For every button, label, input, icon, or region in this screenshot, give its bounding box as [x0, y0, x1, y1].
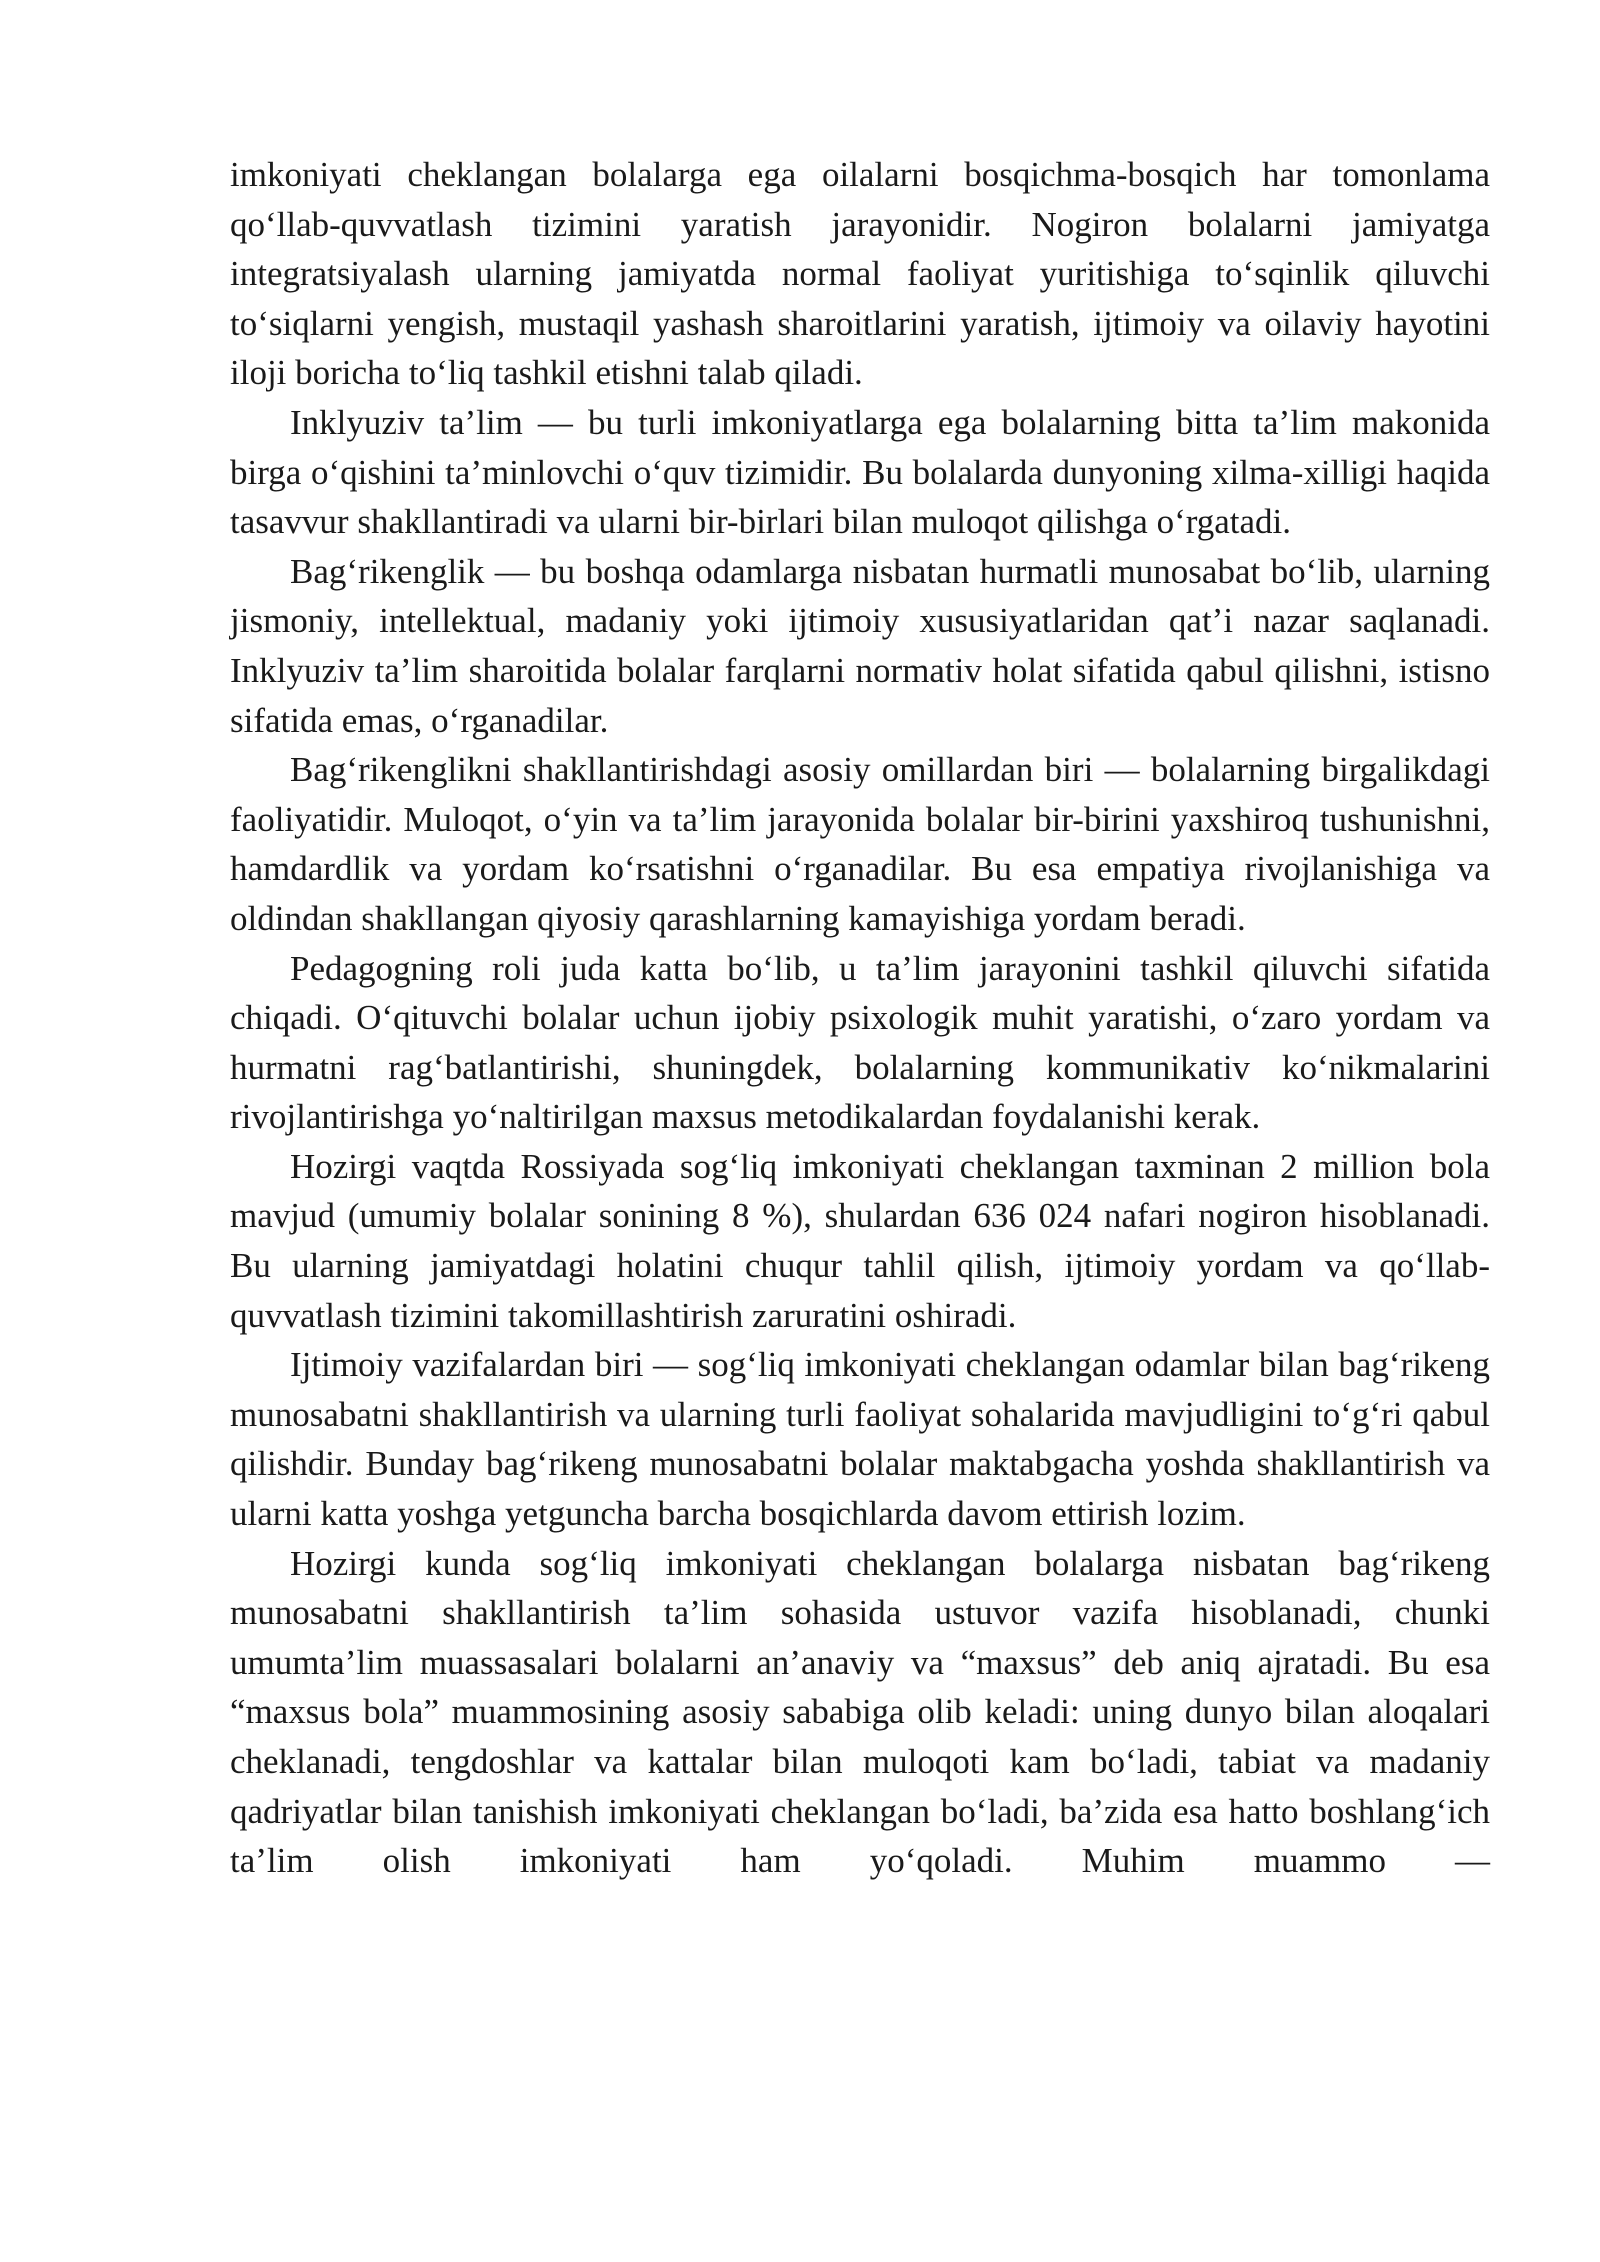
paragraph-5: Pedagogning roli juda katta bo‘lib, u ta’lim jarayonini tashkil qiluvchi sifatida chiqadi. O‘qituvchi bolalar uchun ijobiy psixologik muhit yaratishi, o‘zaro yordam va hurmatni rag‘batlantirishi, shuningdek, bolalarning kommunikativ ko‘nikmalarini rivojlantirishga yo‘naltirilgan maxsus metodikalardan foydalanishi kerak.	[230, 948, 1490, 1137]
paragraph-3: Bag‘rikenglik — bu boshqa odamlarga nisbatan hurmatli munosabat bo‘lib, ularning jismoniy, intellektual, madaniy yoki ijtimoiy xususiyatlaridan qat’i nazar saqlanadi. Inklyuziv ta’lim sharoitida bolalar farqlarni normativ holat sifatida qabul qilishni, istisno sifatida emas, o‘rganadilar.	[230, 551, 1490, 740]
paragraph-1: imkoniyati cheklangan bolalarga ega oilalarni bosqichma-bosqich har tomonlama qo‘llab-quvvatlash tizimini yaratish jarayonidir. Nogiron bolalarni jamiyatga integratsiyalash ularning jamiyatda normal faoliyat yuritishiga to‘sqinlik qiluvchi to‘siqlarni yengish, mustaqil yashash sharoitlarini yaratish, ijtimoiy va oilaviy hayotini iloji boricha to‘liq tashkil etishni talab qiladi.	[230, 155, 1490, 393]
paragraph-4: Bag‘rikenglikni shakllantirishdagi asosiy omillardan biri — bolalarning birgalikdagi faoliyatidir. Muloqot, o‘yin va ta’lim jarayonida bolalar bir-birini yaxshiroq tushunishni, hamdardlik va yordam ko‘rsatishni o‘rganadilar. Bu esa empatiya rivojlanishiga va oldindan shakllangan qiyosiy qarashlarning kamayishiga yordam beradi.	[230, 750, 1490, 938]
document-page	[230, 150, 1490, 1886]
paragraph-2: Inklyuziv ta’lim — bu turli imkoniyatlarga ega bolalarning bitta ta’lim makonida birga o‘qishini ta’minlovchi o‘quv tizimidir. Bu bolalarda dunyoning xilma-xilligi haqida tasavvur shakllantiradi va ularni bir-birlari bilan muloqot qilishga o‘rgatadi.	[230, 402, 1490, 542]
paragraph-7: Ijtimoiy vazifalardan biri — sog‘liq imkoniyati cheklangan odamlar bilan bag‘rikeng munosabatni shakllantirish va ularning turli faoliyat sohalarida mavjudligini to‘g‘ri qabul qilishdir. Bunday bag‘rikeng munosabatni bolalar maktabgacha yoshda shakllantirish va ularni katta yoshga yetguncha barcha bosqichlarda davom ettirish lozim.	[230, 1345, 1490, 1534]
paragraph-8: Hozirgi kunda sog‘liq imkoniyati cheklangan bolalarga nisbatan bag‘rikeng munosabatni shakllantirish ta’lim sohasida ustuvor vazifa hisoblanadi, chunki umumta’lim muassasalari bolalarni an’anaviy va “maxsus” deb aniq ajratadi. Bu esa “maxsus bola” muammosining asosiy sababiga olib keladi: uning dunyo bilan aloqalari cheklanadi, tengdoshlar va kattalar bilan muloqoti kam bo‘ladi, tabiat va madaniy qadriyatlar bilan tanishish imkoniyati cheklangan bo‘ladi, ba’zida esa hatto boshlang‘ich ta’lim olish imkoniyati ham yo‘qoladi. Muhim muammo —	[230, 1543, 1490, 1881]
paragraph-6: Hozirgi vaqtda Rossiyada sog‘liq imkoniyati cheklangan taxminan 2 million bola mavjud (umumiy bolalar sonining 8 %), shulardan 636 024 nafari nogiron hisoblanadi. Bu ularning jamiyatdagi holatini chuqur tahlil qilish, ijtimoiy yordam va qo‘llab-quvvatlash tizimini takomillashtirish zaruratini oshiradi.	[230, 1146, 1490, 1335]
